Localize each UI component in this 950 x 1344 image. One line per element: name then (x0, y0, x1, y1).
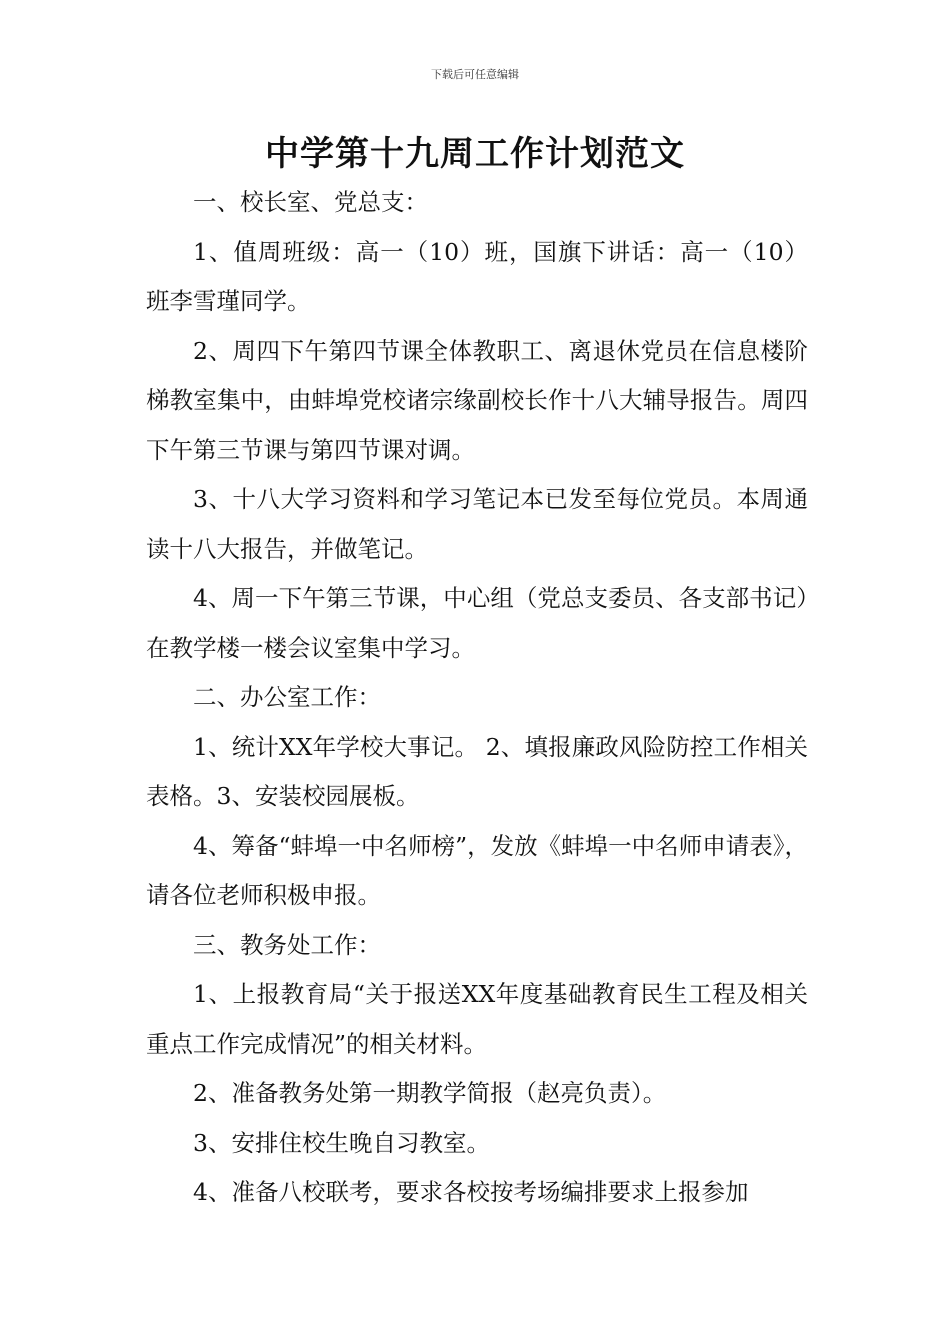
paragraph-item: 1、上报教育局“关于报送XX年度基础教育民生工程及相关重点工作完成情况”的相关材料。 (146, 980, 808, 1058)
section-heading-office-work: 二、办公室工作： (193, 683, 381, 711)
document-body (146, 178, 808, 1218)
section-heading-academic-affairs: 三、教务处工作： (193, 930, 381, 959)
paragraph-item: 4、周一下午第三节课，中心组（党总支委员、各支部书记）在教学楼一楼会议室集中学习。 (146, 584, 808, 662)
paragraph-item: 3、安排住校生晚自习教室。 (193, 1128, 490, 1157)
paragraph-item: 1、值周班级：高一（10）班，国旗下讲话：高一（10）班李雪瑾同学。 (146, 237, 808, 315)
paragraph-item: 3、十八大学习资料和学习笔记本已发至每位党员。本周通读十八大报告，并做笔记。 (146, 485, 808, 563)
page-header-note: 下载后可任意编辑 (431, 68, 519, 81)
paragraph-item: 4、准备八校联考，要求各校按考场编排要求上报参加 (193, 1178, 749, 1206)
paragraph-item: 4、筹备“蚌埠一中名师榜”，发放《蚌埠一中名师申请表》，请各位老师积极申报。 (146, 831, 808, 909)
paragraph-item: 1、统计XX年学校大事记。 2、填报廉政风险防控工作相关表格。3、安装校园展板。 (146, 732, 808, 810)
paragraph-item: 2、周四下午第四节课全体教职工、离退休党员在信息楼阶梯教室集中，由蚌埠党校诸宗缘副校长作十八大辅导报告。周四下午第三节课与第四节课对调。 (146, 336, 808, 464)
section-heading-principal-office: 一、校长室、党总支： (193, 188, 428, 216)
document-title: 中学第十九周工作计划范文 (265, 134, 685, 174)
paragraph-item: 2、准备教务处第一期教学简报（赵亮负责）。 (193, 1079, 667, 1107)
